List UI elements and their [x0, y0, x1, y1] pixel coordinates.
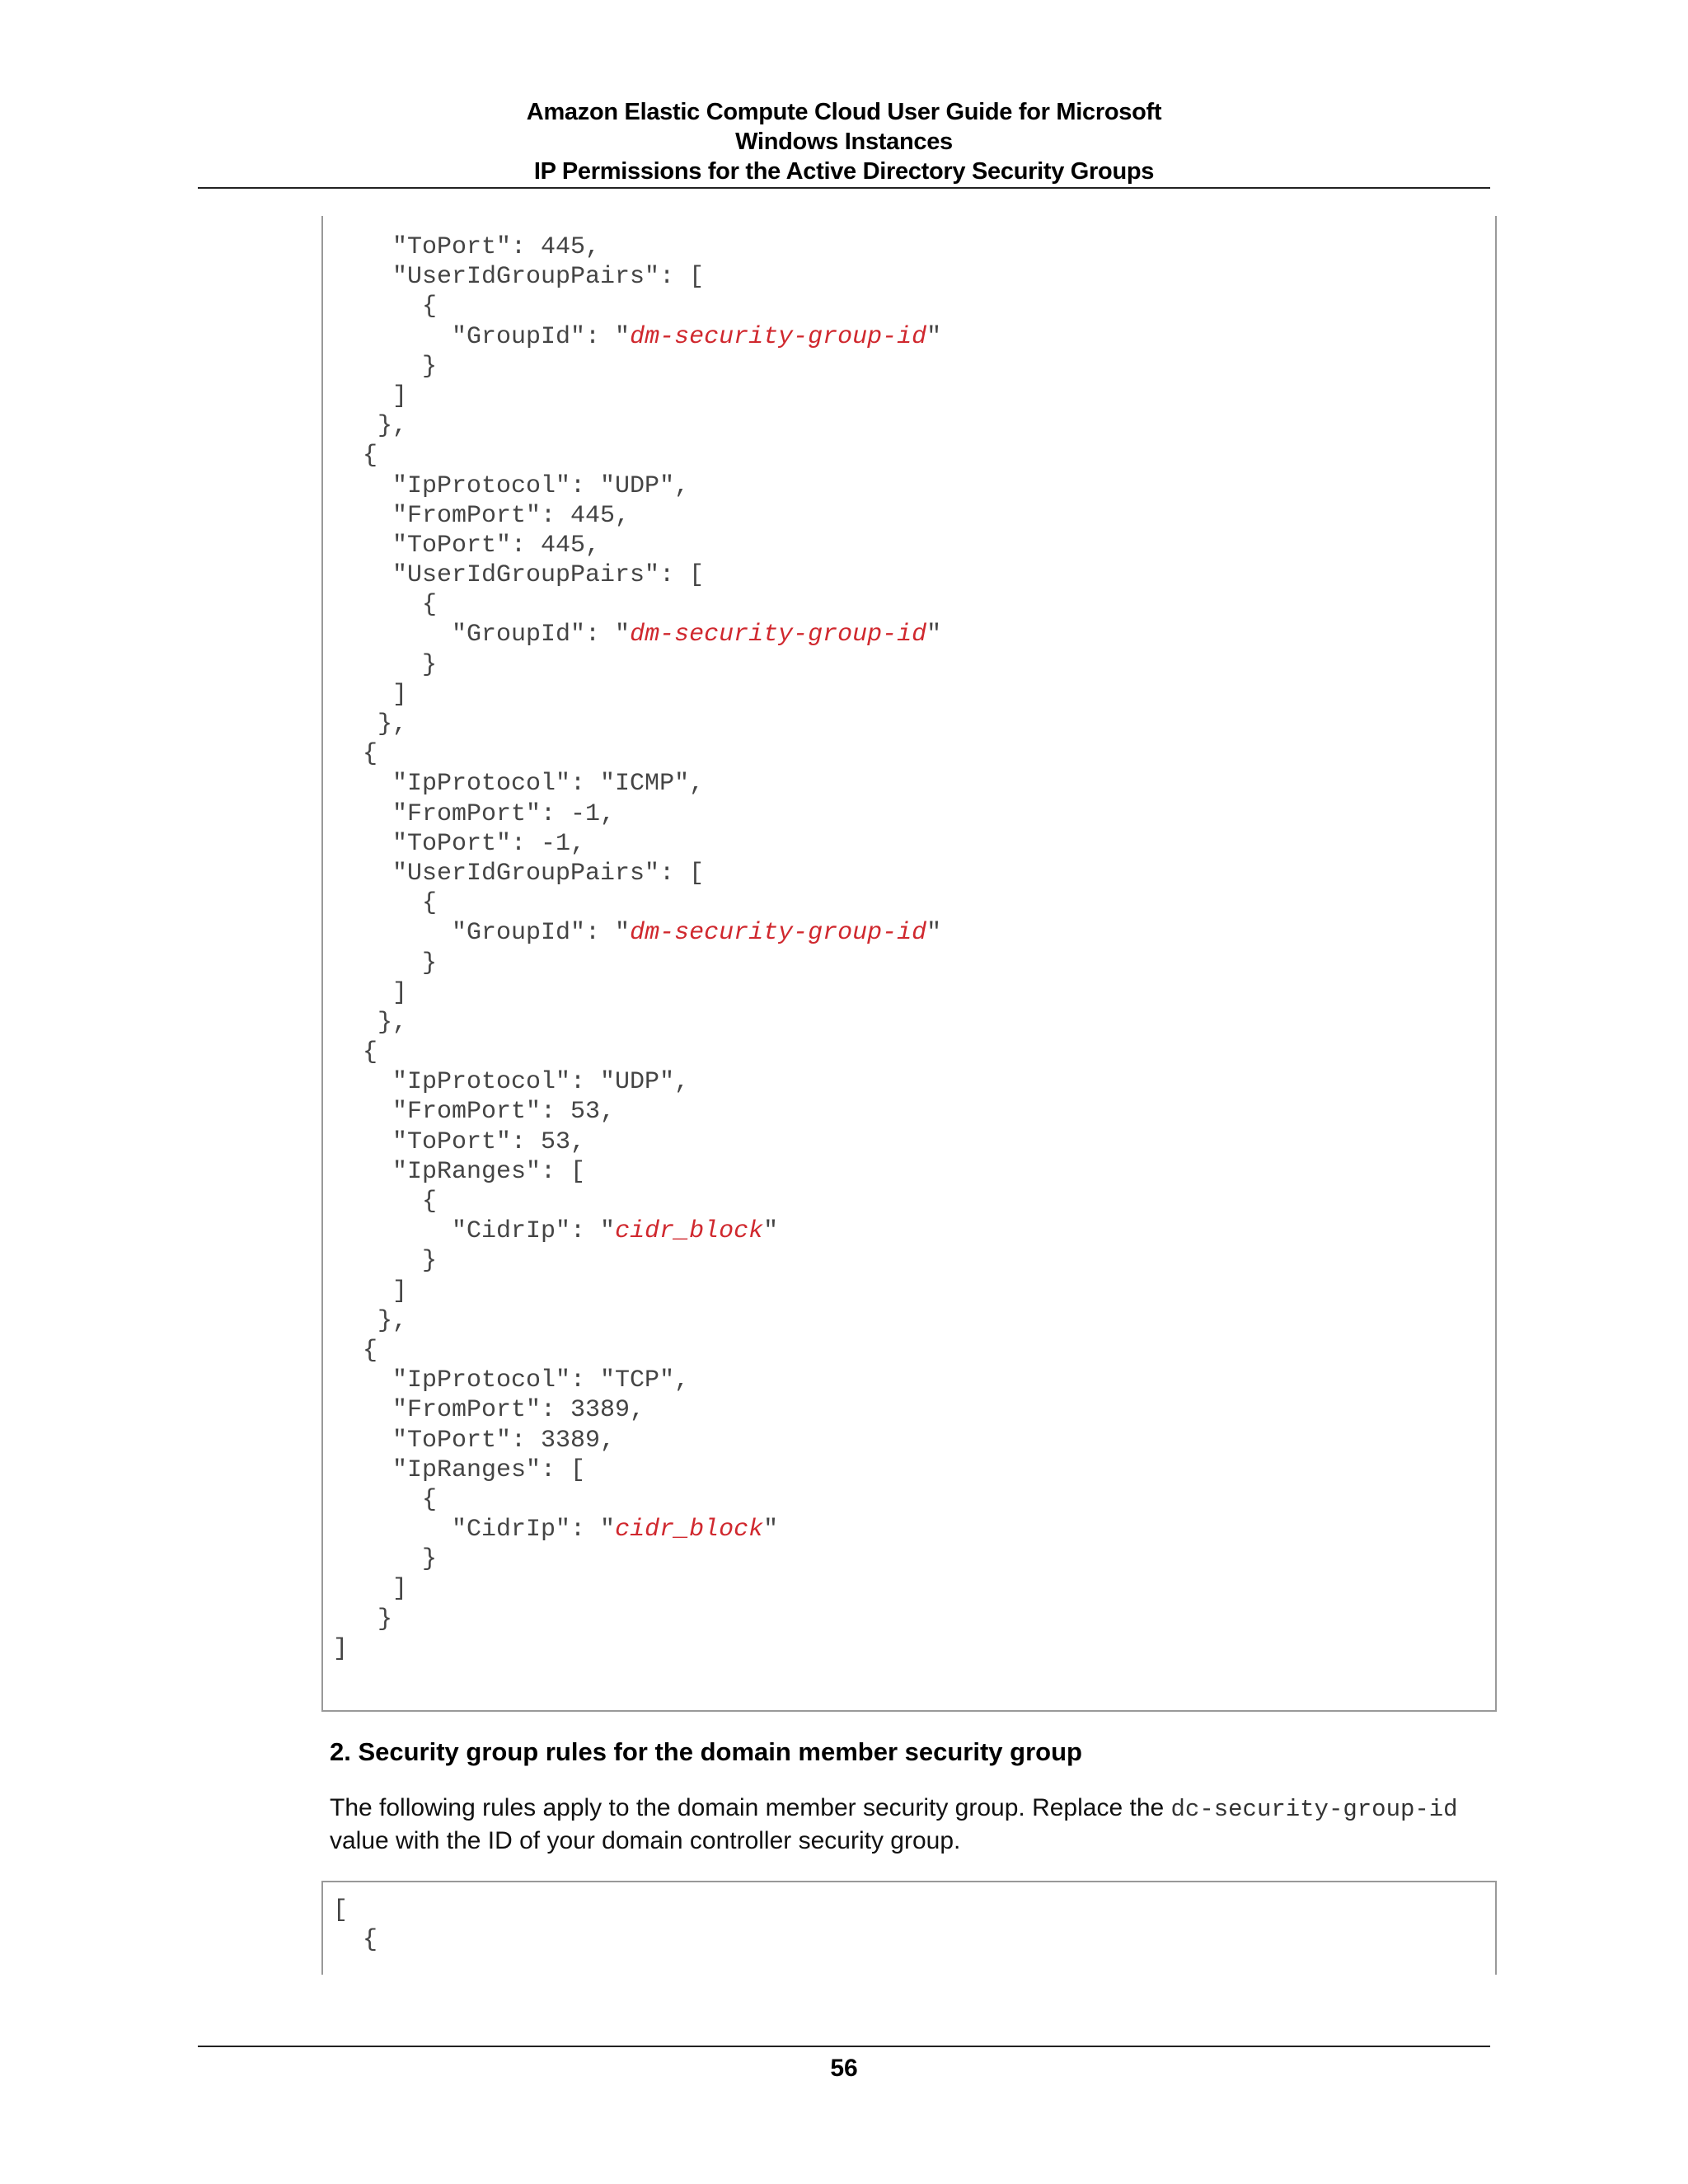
code-text: }: [333, 650, 438, 679]
code-line: [333, 1925, 377, 1955]
code-line: [333, 441, 941, 471]
code-line: [333, 1896, 377, 1925]
code-placeholder: cidr_block: [615, 1217, 764, 1246]
code-text: ": [926, 621, 942, 649]
code-line: [333, 1277, 941, 1306]
code-line: [333, 1187, 941, 1216]
code-line: [333, 411, 941, 441]
code-line: [333, 710, 941, 739]
code-line: [333, 262, 941, 292]
code-text: ]: [333, 1634, 349, 1663]
code-block-continued: [321, 216, 1497, 1712]
code-text: "ToPort": 445,: [333, 531, 601, 560]
code-line: [333, 1336, 941, 1366]
section-paragraph: [330, 1793, 1500, 1857]
code-line: [333, 1605, 941, 1634]
section-heading: 2. Security group rules for the domain member security group: [330, 1737, 1082, 1766]
code-text: {: [333, 1038, 378, 1067]
code-line: [333, 918, 941, 948]
code-line: [333, 769, 941, 799]
code-line: [333, 888, 941, 918]
code-line: [333, 829, 941, 859]
code-line: [333, 620, 941, 649]
code-text: }: [333, 352, 438, 381]
code-line: [333, 322, 941, 352]
code-line: [333, 1216, 941, 1246]
code-text: "FromPort": 53,: [333, 1098, 616, 1127]
code-text: {: [333, 1926, 378, 1955]
code-line: [333, 739, 941, 769]
code-text: {: [333, 591, 438, 620]
header-title-line-2: Windows Instances: [735, 129, 953, 155]
code-line: [333, 501, 941, 531]
page-number: 56: [830, 2055, 858, 2082]
code-text: "IpProtocol": "UDP",: [333, 471, 690, 500]
code-line: [333, 978, 941, 1008]
code-text: "UserIdGroupPairs": [: [333, 561, 705, 590]
code-line: [333, 1008, 941, 1038]
code-line: [333, 1306, 941, 1336]
code-line: [333, 590, 941, 620]
code-line: [333, 1574, 941, 1604]
code-text: "ToPort": 445,: [333, 233, 601, 261]
code-text: {: [333, 1188, 438, 1216]
code-text: [: [333, 1896, 349, 1924]
code-line: [333, 1515, 941, 1544]
code-line: [333, 292, 941, 321]
code-placeholder: cidr_block: [615, 1516, 764, 1544]
code-text: ]: [333, 978, 408, 1007]
code-line: [333, 1067, 941, 1097]
code-text: ]: [333, 1575, 408, 1604]
code-text: "FromPort": 3389,: [333, 1396, 645, 1425]
code-listing: [333, 1896, 377, 1955]
code-line: [333, 1634, 941, 1664]
code-text: "GroupId": ": [333, 919, 631, 948]
code-line: [333, 1455, 941, 1485]
code-text: ": [926, 322, 942, 351]
code-text: ": [763, 1516, 779, 1544]
code-text: ": [926, 919, 942, 948]
code-text: }: [333, 1545, 438, 1574]
code-text: "CidrIp": ": [333, 1217, 616, 1246]
paragraph-text-before: The following rules apply to the domain member security group. Replace the: [330, 1794, 1171, 1821]
code-line: [333, 352, 941, 382]
code-text: "FromPort": -1,: [333, 799, 616, 828]
code-line: [333, 680, 941, 710]
code-line: [333, 799, 941, 829]
code-text: }: [333, 1247, 438, 1276]
code-text: "GroupId": ": [333, 322, 631, 351]
code-text: ": [763, 1217, 779, 1246]
code-text: },: [333, 412, 408, 441]
code-text: ]: [333, 680, 408, 709]
header-section-title: IP Permissions for the Active Directory Security Groups: [533, 158, 1155, 185]
code-text: "CidrIp": ": [333, 1516, 616, 1544]
code-text: {: [333, 1336, 378, 1365]
code-text: },: [333, 1008, 408, 1037]
code-line: [333, 1544, 941, 1574]
code-line: [333, 949, 941, 978]
page-header: [0, 97, 1688, 186]
code-text: "ToPort": -1,: [333, 829, 586, 858]
footer-divider: [198, 2046, 1490, 2047]
code-listing: [333, 232, 941, 1664]
code-text: "FromPort": 445,: [333, 501, 631, 530]
code-text: {: [333, 740, 378, 769]
code-placeholder: dm-security-group-id: [630, 919, 927, 948]
code-text: "IpProtocol": "UDP",: [333, 1068, 690, 1097]
paragraph-text-after: value with the ID of your domain controller security group.: [330, 1827, 961, 1854]
code-text: },: [333, 1306, 408, 1335]
code-line: [333, 1485, 941, 1515]
code-line: [333, 1127, 941, 1157]
code-block-start: [321, 1881, 1497, 1975]
code-line: [333, 382, 941, 411]
code-line: [333, 1366, 941, 1395]
code-line: [333, 1426, 941, 1455]
code-text: "UserIdGroupPairs": [: [333, 263, 705, 292]
code-text: "IpRanges": [: [333, 1157, 586, 1186]
code-text: {: [333, 442, 378, 471]
code-line: [333, 1157, 941, 1187]
code-line: [333, 1395, 941, 1425]
inline-code-placeholder: dc-security-group-id: [1170, 1796, 1458, 1823]
code-line: [333, 859, 941, 888]
code-line: [333, 1097, 941, 1127]
header-divider: [198, 187, 1490, 189]
code-text: "IpRanges": [: [333, 1455, 586, 1484]
code-text: "UserIdGroupPairs": [: [333, 859, 705, 888]
code-line: [333, 531, 941, 560]
code-text: {: [333, 889, 438, 918]
code-text: {: [333, 1485, 438, 1514]
code-line: [333, 232, 941, 262]
code-line: [333, 1246, 941, 1276]
code-line: [333, 471, 941, 501]
code-text: "IpProtocol": "ICMP",: [333, 770, 705, 799]
code-text: "ToPort": 3389,: [333, 1426, 616, 1455]
code-text: "IpProtocol": "TCP",: [333, 1366, 690, 1395]
code-text: ]: [333, 1277, 408, 1305]
code-text: ]: [333, 382, 408, 410]
code-placeholder: dm-security-group-id: [630, 322, 927, 351]
code-placeholder: dm-security-group-id: [630, 621, 927, 649]
code-text: }: [333, 1605, 393, 1633]
code-text: "GroupId": ": [333, 621, 631, 649]
code-text: },: [333, 710, 408, 738]
header-title-line-1: Amazon Elastic Compute Cloud User Guide for Microsoft: [526, 99, 1162, 125]
code-line: [333, 1038, 941, 1067]
code-line: [333, 560, 941, 590]
code-text: "ToPort": 53,: [333, 1127, 586, 1156]
code-line: [333, 650, 941, 680]
code-text: }: [333, 949, 438, 977]
code-text: {: [333, 293, 438, 321]
